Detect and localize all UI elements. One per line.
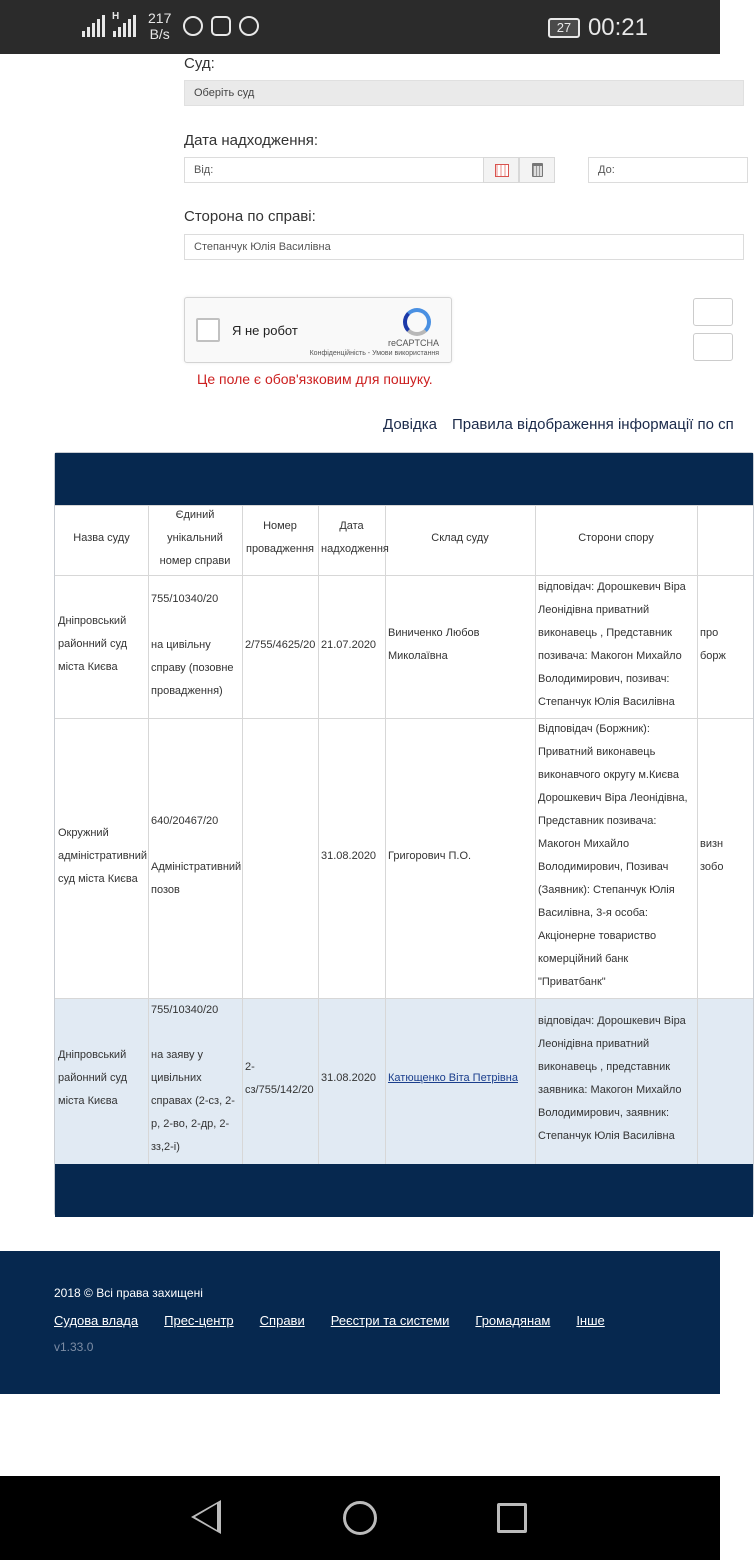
recaptcha-checkbox[interactable]: [196, 318, 220, 342]
table-cell-case-desc: на заяву у цивільних справах (2-сз, 2-р, 2-во, 2-др, 2-зз,2-і): [151, 1049, 235, 1153]
court-label: Суд:: [184, 55, 215, 72]
footer-copyright: 2018 © Всі права захищені: [54, 1286, 203, 1300]
required-error: Це поле є обов'язковим для пошуку.: [197, 371, 433, 387]
calendar-icon: [495, 164, 509, 177]
recaptcha-widget: [184, 297, 452, 363]
header-case-number: Єдиний унікальний номер справи: [159, 509, 231, 567]
viber-icon: [183, 16, 203, 36]
footer-version: v1.33.0: [54, 1340, 94, 1354]
court-select[interactable]: Оберіть суд: [184, 80, 744, 106]
header-judges: Склад суду: [431, 532, 489, 544]
party-label: Сторона по справі:: [184, 208, 316, 225]
search-button[interactable]: [693, 298, 733, 326]
table-cell-court: Окружний адміністративний суд міста Києва: [58, 827, 147, 885]
site-footer: [0, 1251, 720, 1394]
recaptcha-links[interactable]: Конфіденційність - Умови використання: [309, 350, 439, 357]
header-parties: Сторони спору: [578, 532, 654, 544]
table-cell-parties: відповідач: Дорошкевич Віра Леонідівна приватний виконавець , представник заявника: Макогон Михайло Володимирович, заявник: Степанчук Юлія Василівна: [538, 1015, 686, 1142]
status-bar: [0, 0, 720, 54]
clear-date-button[interactable]: [519, 157, 555, 183]
footer-link-citizens[interactable]: Громадянам: [475, 1313, 551, 1328]
table-cell-parties: відповідач: Дорошкевич Віра Леонідівна приватний виконавець , Представник позивача: Макогон Михайло Володимирович, позивач: Степанчук Юлія Василівна: [538, 581, 686, 708]
table-cell-case-number[interactable]: 755/10340/20: [151, 1004, 219, 1016]
table-cell-date: 31.08.2020: [321, 850, 377, 862]
table-cell-parties: Відповідач (Боржник): Приватний виконавець виконавчого округу м.Києва Дорошкевич Віра Леонідівна, Представник позивача: Макогон Михайло Володимирович, Позивач (Заявник): Степанчук Юлія Василівна, 3-я особа: Акціонерне товариство комерційний банк "Приватбанк": [538, 723, 688, 988]
recaptcha-logo-icon: [403, 308, 431, 336]
battery-level: 27: [556, 20, 572, 35]
signal-h-icon: [112, 11, 136, 37]
table-cell-case-number[interactable]: 755/10340/20: [151, 593, 219, 605]
table-cell-date: 31.08.2020: [321, 1072, 377, 1084]
footer-link-cases[interactable]: Справи: [259, 1313, 305, 1328]
help-link[interactable]: Довідка: [383, 416, 437, 433]
table-cell-proceeding: 2-сз/755/142/20: [245, 1061, 314, 1096]
table-cell-proceeding: 2/755/4625/20: [245, 639, 316, 651]
recaptcha-brand: reCAPTCHA: [387, 338, 439, 348]
table-cell-case-number[interactable]: 640/20467/20: [151, 815, 219, 827]
table-cell-judges-link[interactable]: Катющенко Віта Петрівна: [388, 1072, 518, 1084]
table-cell-date: 21.07.2020: [321, 639, 377, 651]
recaptcha-label: Я не робот: [232, 323, 298, 338]
footer-link-registries[interactable]: Реєстри та системи: [330, 1313, 450, 1328]
header-court: Назва суду: [73, 532, 130, 544]
table-cell-case-desc: Адміністративний позов: [151, 861, 242, 896]
table-cell-extra: про борж: [700, 627, 726, 662]
trash-icon: [532, 163, 543, 177]
display-rules-link[interactable]: Правила відображення інформації по сп: [451, 416, 734, 433]
table-bottom-bar: [55, 1164, 753, 1217]
system-nav-bar: [0, 1476, 720, 1560]
table-cell-court: Дніпровський районний суд міста Києва: [58, 615, 128, 673]
net-speed-unit: B/s: [149, 26, 170, 42]
date-from-input[interactable]: Від:: [184, 157, 484, 183]
back-icon-inner: [195, 1504, 217, 1530]
signal-icon: [82, 15, 105, 37]
party-input[interactable]: Степанчук Юлія Василівна: [184, 234, 744, 260]
header-proceeding: Номер провадження: [245, 520, 315, 555]
calendar-button[interactable]: [483, 157, 519, 183]
table-cell-extra: визн зобо: [700, 838, 724, 873]
recent-apps-icon[interactable]: [497, 1503, 527, 1533]
date-label: Дата надходження:: [184, 132, 319, 149]
footer-link-other[interactable]: Інше: [576, 1313, 605, 1328]
shield-icon: [239, 16, 259, 36]
news-icon: [211, 16, 231, 36]
header-date: Дата надходження: [321, 520, 389, 555]
net-speed: [148, 10, 171, 42]
table-cell-judges: Виниченко Любов Миколаївна: [388, 627, 480, 662]
table-top-bar: [55, 453, 753, 505]
net-speed-value: 217: [148, 10, 172, 26]
reset-button[interactable]: [693, 333, 733, 361]
clock: 00:21: [587, 14, 648, 41]
table-cell-case-desc: на цивільну справу (позовне провадження): [151, 639, 234, 697]
status-left: [82, 10, 259, 42]
battery-icon: [548, 18, 580, 38]
table-cell-judges: Григорович П.О.: [388, 850, 472, 862]
results-table: [54, 452, 754, 1216]
help-links: [383, 416, 749, 433]
footer-link-press[interactable]: Прес-центр: [164, 1313, 234, 1328]
signal-type-label: H: [112, 11, 120, 22]
status-right: [548, 14, 648, 42]
date-to-input[interactable]: До:: [588, 157, 748, 183]
footer-links: [54, 1313, 605, 1328]
home-icon[interactable]: [343, 1501, 377, 1535]
table-cell-court: Дніпровський районний суд міста Києва: [58, 1049, 128, 1107]
footer-link-judiciary[interactable]: Судова влада: [54, 1313, 139, 1328]
